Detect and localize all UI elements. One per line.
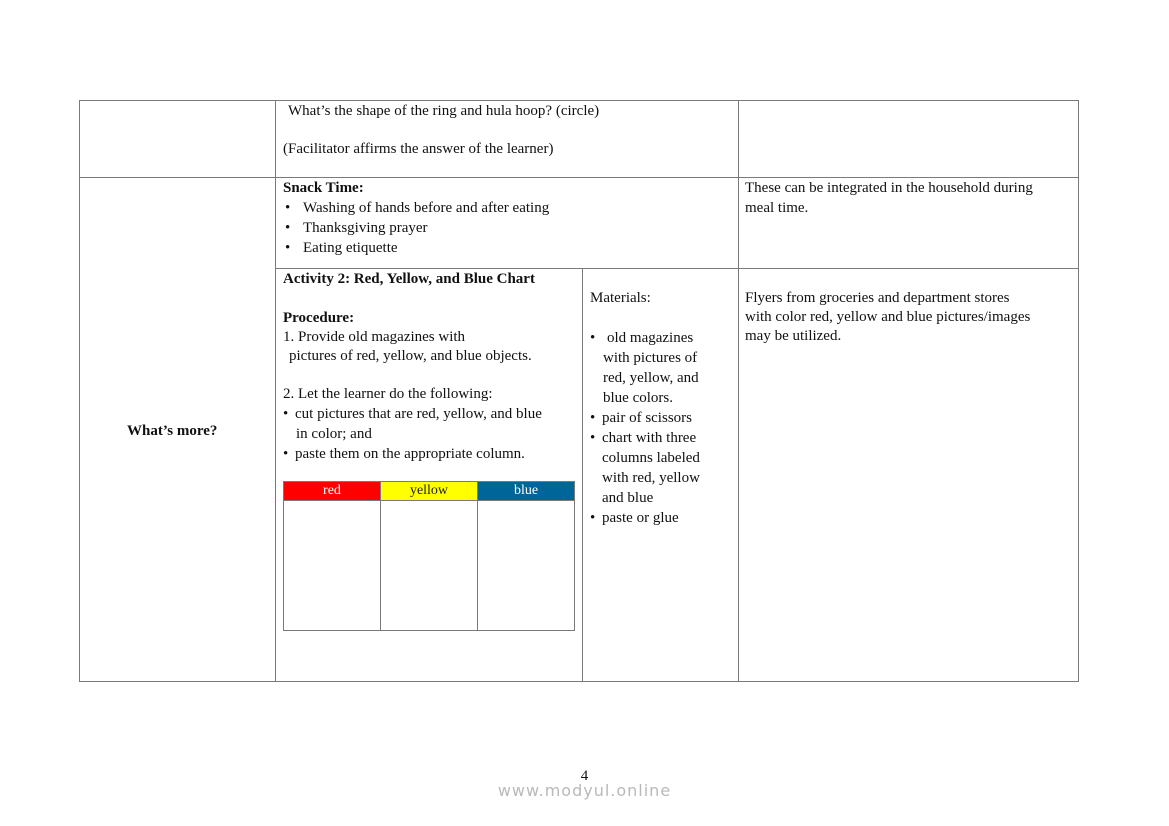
watermark: www.modyul.online (497, 781, 672, 800)
row3-remark-line: Flyers from groceries and department stores (745, 290, 1010, 306)
list-item-line: with red, yellow (602, 470, 700, 486)
step1-line: pictures of red, yellow, and blue objects. (289, 348, 532, 364)
column-divider-materials (582, 268, 583, 682)
list-item (590, 508, 700, 528)
list-item (590, 428, 700, 508)
section-label: What’s more? (127, 423, 218, 439)
list-item (590, 328, 700, 408)
chart-border (380, 481, 381, 631)
list-item: • Washing of hands before and after eating (283, 198, 549, 218)
list-item-line: paste them on the appropriate column. (295, 446, 525, 462)
row2-remark-line: These can be integrated in the household during (745, 180, 1033, 196)
table-border-left (79, 100, 80, 682)
list-item-line: old magazines (607, 330, 694, 346)
chart-border (283, 500, 575, 501)
chart-border (477, 481, 478, 631)
table-border-bottom (79, 681, 1079, 682)
list-item-line: in color; and (296, 426, 372, 442)
chart-column-red: red (284, 482, 380, 500)
row3-remark-line: may be utilized. (745, 328, 842, 344)
list-item-line: columns labeled (602, 450, 700, 466)
list-item-line: chart with three (602, 430, 697, 446)
chart-border (283, 481, 284, 631)
list-item-line: cut pictures that are red, yellow, and blue (295, 406, 542, 422)
procedure-heading: Procedure: (283, 310, 355, 326)
chart-column-blue: blue (478, 482, 574, 500)
list-item-line: red, yellow, and (603, 370, 699, 386)
row1-question: What’s the shape of the ring and hula hoop? (circle) (288, 103, 600, 119)
snack-time-heading: Snack Time: (283, 180, 364, 196)
list-item (590, 408, 700, 428)
activity-title: Activity 2: Red, Yellow, and Blue Chart (283, 271, 535, 287)
list-item (283, 444, 542, 464)
list-item-line: blue colors. (603, 390, 673, 406)
step2-heading: 2. Let the learner do the following: (283, 386, 493, 402)
list-item: • Eating etiquette (283, 238, 549, 258)
list-item: • Thanksgiving prayer (283, 218, 549, 238)
step1-line: 1. Provide old magazines with (283, 329, 466, 345)
materials-list (590, 328, 700, 528)
page-number: 4 (580, 768, 589, 784)
row3-remark-line: with color red, yellow and blue pictures/images (745, 309, 1031, 325)
row2-remark-line: meal time. (745, 200, 809, 216)
column-divider-3 (738, 100, 739, 682)
step2-list (283, 404, 542, 464)
list-item-line: paste or glue (602, 510, 679, 526)
chart-border (283, 481, 575, 482)
row1-note: (Facilitator affirms the answer of the learner) (283, 141, 554, 157)
list-item-line: and blue (602, 490, 654, 506)
chart-border (574, 481, 575, 631)
table-border-right (1078, 100, 1079, 682)
list-item (283, 404, 542, 444)
column-divider-1 (275, 100, 276, 682)
list-item-line: with pictures of (603, 350, 698, 366)
snack-time-list (283, 198, 549, 258)
chart-column-yellow: yellow (381, 482, 477, 500)
chart-border (283, 630, 575, 631)
list-item-line: pair of scissors (602, 410, 692, 426)
materials-heading: Materials: (590, 290, 651, 306)
